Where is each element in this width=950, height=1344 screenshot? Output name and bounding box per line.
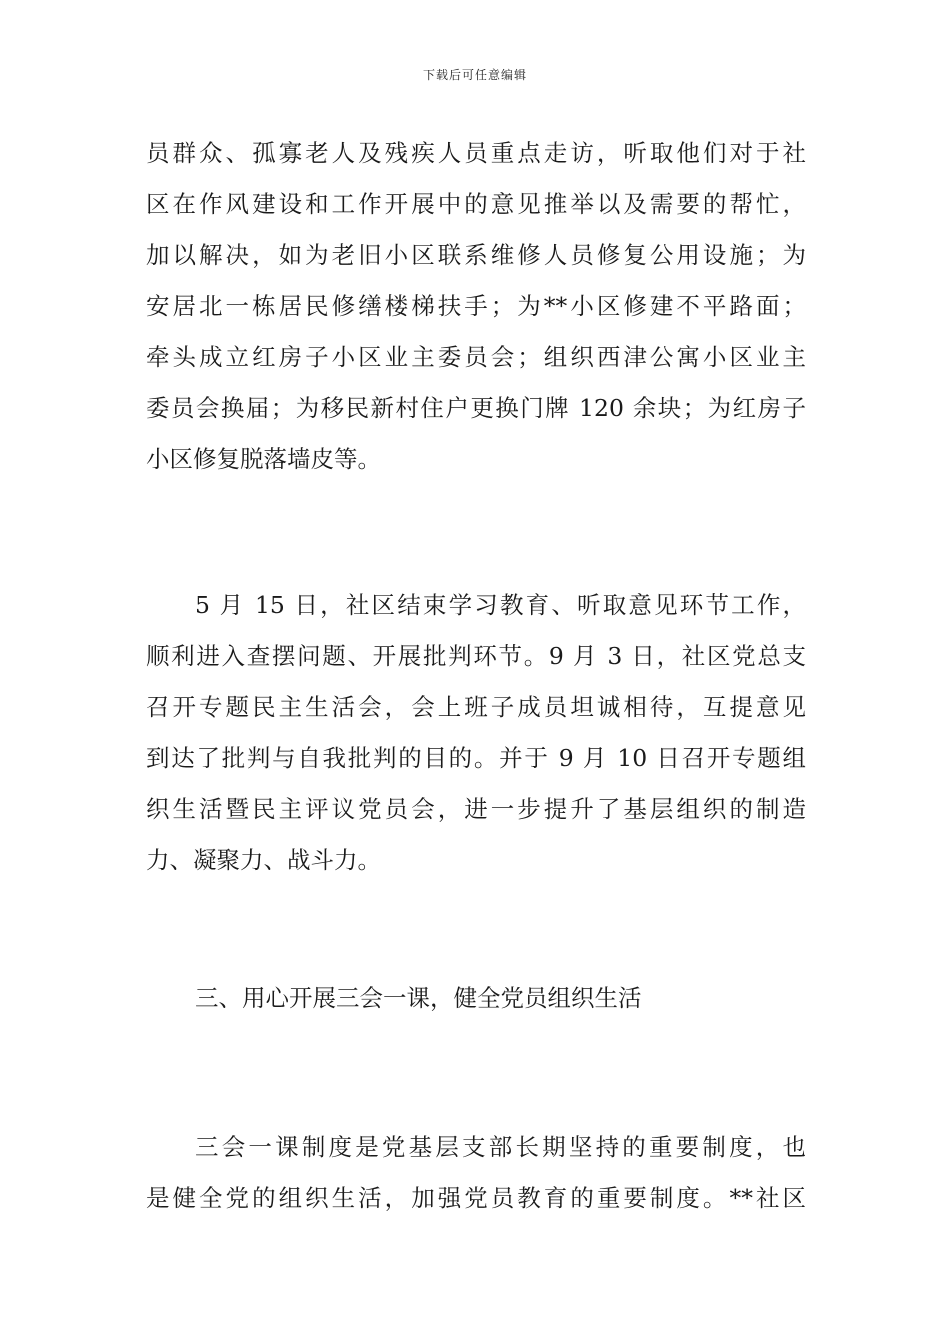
paragraph-meeting-progress <box>146 580 806 886</box>
paragraph-continued <box>146 128 806 485</box>
paragraph-line: 力、凝聚力、战斗力。 <box>146 846 381 874</box>
paragraph-line: 到达了批判与自我批判的目的。并于 9 月 10 日召开专题组 <box>146 744 806 772</box>
paragraph-line: 加以解决，如为老旧小区联系维修人员修复公用设施；为 <box>146 241 806 269</box>
paragraph-line: 小区修复脱落墙皮等。 <box>146 445 381 473</box>
paragraph-line: 顺利进入查摆问题、开展批判环节。9 月 3 日，社区党总支 <box>146 642 806 670</box>
paragraph-line: 安居北一栋居民修缮楼梯扶手；为**小区修建不平路面； <box>146 292 806 320</box>
paragraph-line: 牵头成立红房子小区业主委员会；组织西津公寓小区业主 <box>146 343 806 371</box>
paragraph-line: 织生活暨民主评议党员会，进一步提升了基层组织的制造 <box>146 795 806 823</box>
section-heading-text: 三、用心开展三会一课，健全党员组织生活 <box>195 984 642 1012</box>
paragraph-line: 5 月 15 日，社区结束学习教育、听取意见环节工作， <box>195 591 806 619</box>
paragraph-three-meetings <box>146 1122 806 1224</box>
paragraph-line: 是健全党的组织生活，加强党员教育的重要制度。**社区 <box>146 1184 806 1212</box>
paragraph-line: 区在作风建设和工作开展中的意见推举以及需要的帮忙， <box>146 190 806 218</box>
paragraph-line: 三会一课制度是党基层支部长期坚持的重要制度，也 <box>195 1133 806 1161</box>
section-heading <box>146 973 806 1024</box>
page-header: 下载后可任意编辑 <box>422 68 527 82</box>
paragraph-line: 召开专题民主生活会，会上班子成员坦诚相待，互提意见 <box>146 693 806 721</box>
paragraph-line: 委员会换届；为移民新村住户更换门牌 120 余块；为红房子 <box>146 394 806 422</box>
paragraph-line: 员群众、孤寡老人及残疾人员重点走访，听取他们对于社 <box>146 139 806 167</box>
